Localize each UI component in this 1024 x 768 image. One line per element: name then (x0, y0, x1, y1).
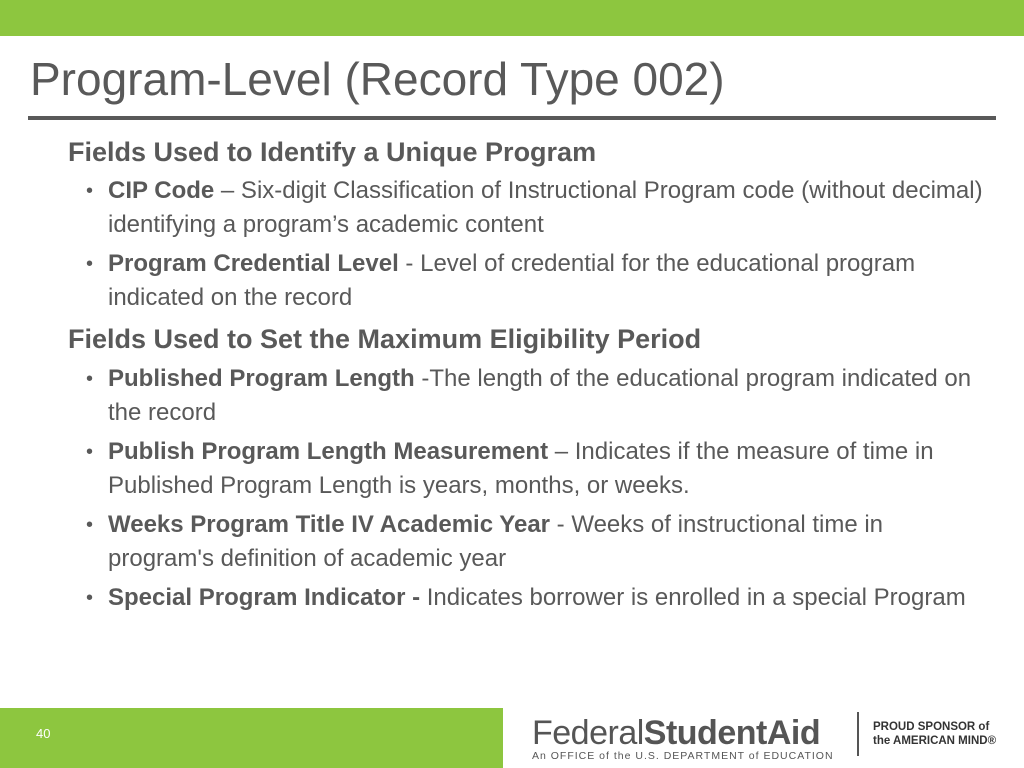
slide-content (68, 136, 988, 623)
field-description: - Weeks of instructional time in program's definition of academic year (108, 510, 884, 572)
field-description: – Indicates if the measure of time in Published Program Length is years, months, or weeks. (108, 437, 934, 499)
bullet-item (68, 435, 988, 503)
section-heading: Fields Used to Identify a Unique Program (68, 137, 597, 167)
footer-divider (857, 712, 859, 756)
slide-title: Program-Level (Record Type 002) (30, 53, 725, 105)
field-term: Publish Program Length Measurement (108, 437, 549, 465)
field-term: Program Credential Level (108, 250, 399, 278)
bullet-item (68, 508, 988, 576)
logo-word-federal: Federal (532, 714, 644, 752)
field-description: - Level of credential for the educational program indicated on the record (108, 250, 916, 312)
top-accent-bar (0, 0, 1024, 36)
logo-word-aid: Aid (766, 714, 821, 752)
logo-wordmark (532, 714, 820, 753)
bullet-item (68, 362, 988, 430)
field-term: Weeks Program Title IV Academic Year (108, 510, 551, 538)
field-description: – Six-digit Classification of Instructional Program code (without decimal) identifying a program’s academic content (108, 177, 983, 239)
bullet-item (68, 174, 988, 242)
sponsor-line-2: the AMERICAN MIND® (873, 735, 997, 747)
section-max-eligibility (68, 323, 988, 614)
bullet-icon: • (86, 513, 94, 536)
section-identify-program (68, 136, 988, 315)
field-term: CIP Code (108, 177, 215, 205)
title-underline (28, 116, 996, 120)
logo-word-student: Student (643, 714, 767, 752)
footer-green-band (0, 708, 503, 768)
bullet-list (68, 174, 988, 315)
logo-tagline: An OFFICE of the U.S. DEPARTMENT of EDUCATION (532, 750, 834, 762)
field-term: Published Program Length (108, 364, 415, 392)
bullet-list (68, 362, 988, 615)
section-heading: Fields Used to Set the Maximum Eligibility Period (68, 324, 702, 355)
sponsor-badge (873, 720, 996, 748)
bullet-item (68, 247, 988, 315)
slide-footer (0, 708, 1024, 768)
page-number: 40 (36, 726, 51, 741)
bullet-item (68, 581, 988, 615)
federal-student-aid-logo (532, 714, 862, 764)
bullet-icon: • (86, 253, 94, 276)
field-description: -The length of the educational program indicated on the record (108, 364, 972, 426)
field-term: Special Program Indicator - (108, 583, 421, 611)
bullet-icon: • (86, 440, 94, 463)
bullet-icon: • (86, 180, 94, 203)
field-description: Indicates borrower is enrolled in a special Program (420, 583, 966, 611)
bullet-icon: • (86, 367, 94, 390)
sponsor-line-1: PROUD SPONSOR of (873, 721, 990, 733)
bullet-icon: • (86, 586, 94, 609)
